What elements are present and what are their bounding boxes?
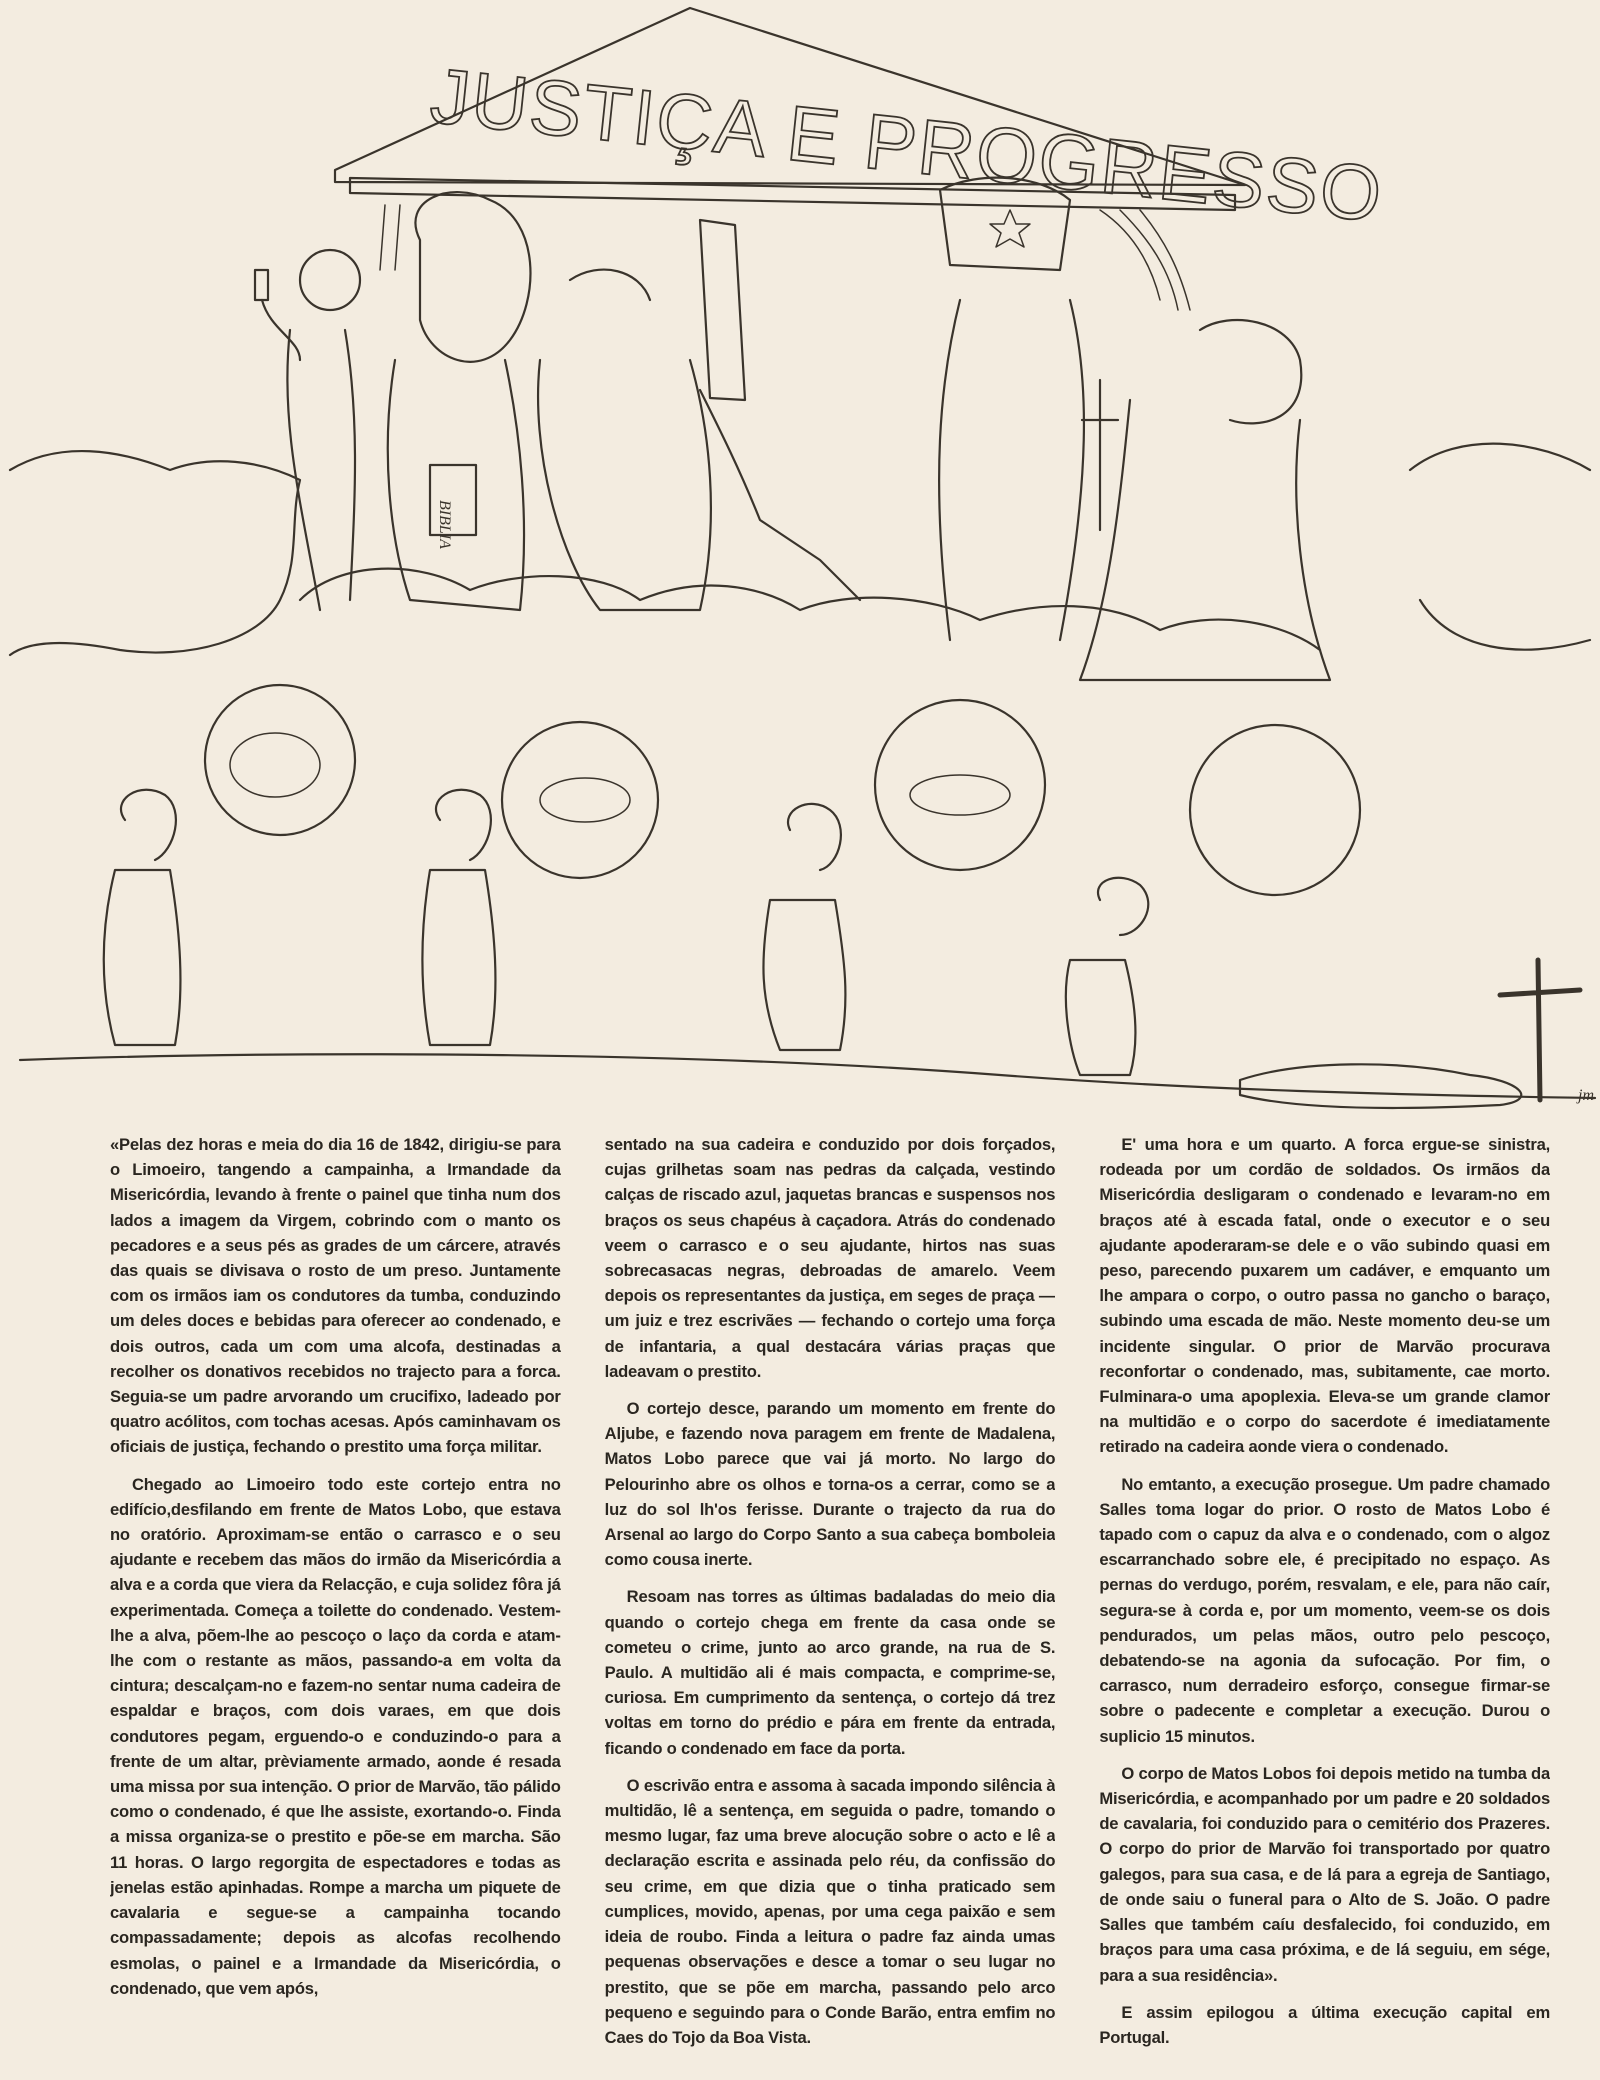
paragraph: No emtanto, a execução prosegue. Um padre chamado Salles toma logar do prior. O rosto de Matos Lobo é tapado com o capuz da alva e o condenado, com o algoz escarranchado sobre ele, é precipitado no espaço. As pernas do verdugo, porém, resvalam, e ele, para não caír, segura-se à corda e, por um momento, veem-se os dois pendurados, um pelas mãos, outro pelo pescoço, debatendo-se na agonia da sufocação. Por fim, o carrasco, num derradeiro esforço, consegue firmar-se sobre o padecente e completar a execução. Durou o suplicio 15 minutos. [1099,1474,1551,1746]
article-column-2 [605,1132,1056,2052]
paragraph: Chegado ao Limoeiro todo este cortejo entra no edifício,desfilando em frente de Matos Lobo, que estava no oratório. Aproximam-se então o carrasco e o seu ajudante e recebem das mãos do irmão da Misericórdia a alva e a corda que viera da Relacção, e cuja solidez fôra já experimentada. Começa a toilette do condenado. Vestem-lhe a alva, põem-lhe ao pescoço o laço da corda e atam-lhe com o restante as mãos, passando-a em volta da cintura; descalçam-no e fazem-no sentar numa cadeira de espaldar e braços, com dois varaes, em que dois condutores pegam, erguendo-o e conduzindo-o para a frente de um altar, prèviamente armado, aonde é resada uma missa por sua intenção. O prior de Marvão, tão pálido como o condenado, é que lhe assiste, exortando-o. Finda a missa organiza-se o prestito e põe-se em marcha. São 11 horas. O largo regorgita de espectadores e todas as jenelas estão apinhadas. Rompe a marcha um piquete de cavalaria e segue-se a campainha tocando compassadamente; depois as alcofas recolhendo esmolas, o painel e a Irmandade da Misericórdia, o condenado, que vem após, [110,1474,561,1998]
figure-soldier [939,178,1084,640]
grave-cross-icon [1500,960,1580,1100]
man-fallen [1240,1064,1521,1108]
ground-line [20,1054,1595,1098]
thought-bubble-2 [502,722,658,878]
man-walking-1 [104,790,181,1045]
man-walking-3 [763,804,845,1050]
figure-priest [1080,320,1330,680]
figure-scientist [255,250,360,610]
bible-label: BIBLIA [436,500,453,549]
artist-signature: jm [1578,1087,1594,1104]
article-column-3 [1099,1132,1550,2052]
temple-columns [380,205,1190,310]
paragraph: «Pelas dez horas e meia do dia 16 de 1842, dirigiu-se para o Limoeiro, tangendo a campainha, a Irmandade da Misericórdia, levando à frente o painel que tinha num dos lados a imagem da Virgem, cobrindo com o manto os pecadores e a seus pés as grades de um cárcere, através das quais se divisava o rosto de um preso. Juntamente com os irmãos iam os condutores da tumba, conduzindo um deles doces e bebidas para oferecer ao condenado, e dois outros, cada um com uma alcofa, destinadas a recolher os donativos recebidos no trajecto para a forca. Seguia-se um padre arvorando um crucifixo, ladeado por quatro acólitos, com tochas acesas. Após caminhavam os oficiais de justiça, fechando o prestito uma força militar. [110,1135,561,1457]
cloud-bank-middle [300,569,1320,650]
paragraph: O escrivão entra e assoma à sacada impondo silência à multidão, lê a sentença, em seguida o padre, tomando o mesmo lugar, faz uma breve alocução sobre o acto e lê a declaração escrita e assinada pelo réu, da confissão do seu crime, em que dizia que o tinha praticado sem cumplices, movido, apenas, por uma cega paixão e sem ideia de roubo. Finda a leitura o padre faz ainda umas pequenas observações e desce a tomar o seu lugar no prestito, que se põe em marcha, passando pelo arco pequeno e seguindo para o Conde Barão, entra emfim no Caes do Tojo da Boa Vista. [604,1775,1056,2047]
thought-bubble-4 [1190,725,1360,895]
paragraph: E assim epilogou a última execução capital em Portugal. [1099,2002,1551,2047]
figure-woman [388,192,531,610]
temple-pediment [335,8,1387,239]
cloud-bank-left [10,451,300,655]
man-walking-4 [1066,878,1148,1075]
cloud-bank-right [1410,444,1590,650]
pediment-inscription: JUSTIÇA E PROGRESSO [426,51,1388,239]
article-body [110,1132,1550,2052]
paragraph: Resoam nas torres as últimas badaladas do meio dia quando o cortejo chega em frente da casa onde se cometeu o crime, junto ao arco grande, na rua de S. Paulo. A multidão ali é mais compacta, e comprime-se, curiosa. Em cumprimento da sentença, o cortejo dá trez voltas em torno do prédio e pára em frente da entrada, ficando o condenado em face da porta. [604,1587,1056,1758]
paragraph: O cortejo desce, parando um momento em frente do Aljube, e fazendo nova paragem em frente de Madalena, Matos Lobo parece que vai já morto. No largo do Pelourinho abre os olhos e torna-os a cerrar, como se a luz do sol lh'os ferisse. Durante o trajecto da rua do Arsenal ao largo do Corpo Santo a sua cabeça bomboleia como cousa inerte. [604,1399,1056,1570]
man-walking-2 [423,790,496,1045]
article-column-1 [110,1132,561,2052]
paragraph: E' uma hora e um quarto. A forca ergue-se sinistra, rodeada por um cordão de soldados. Os irmãos da Misericórdia desligaram o condenado e levaram-no em braços até à escada fatal, onde o executor e o seu ajudante apoderaram-se dele e o vão subindo quasi em peso, parecendo puxarem um cadáver, e emquanto um lhe ampara o corpo, o outro passa no gancho o baraço, subindo uma escada de mão. Neste momento deu-se um incidente singular. O prior de Marvão procurava reconfortar o condenado, mas, subitamente, cae morto. Fulminara-o uma apoplexia. Eleva-se um grande clamor na multidão e o corpo do sacerdote é imediatamente retirado na cadeira aonde viera o condenado. [1099,1135,1551,1457]
thought-bubble-1 [205,685,355,835]
figure-bureaucrats [538,220,860,610]
paragraph: O corpo de Matos Lobos foi depois metido na tumba da Misericórdia, e acompanhado por um padre e 20 soldados de cavalaria, foi conduzido para o cemitério dos Prazeres. O corpo do prior de Marvão foi transportado por quatro galegos, para sua casa, e de lá para a egreja de Santiago, de onde saiu o funeral para o Alto de S. João. O padre Salles que também caíu desfalecido, foi conduzido, em braços para uma casa próxima, e de lá seguiu, em ségе, para a sua residência». [1099,1763,1551,1985]
thought-bubble-3 [875,700,1045,870]
paragraph: sentado na sua cadeira e conduzido por dois forçados, cujas grilhetas soam nas pedras da calçada, vestindo calças de riscado azul, jaquetas brancas e suspensos nos braços os seus chapéus à caçadora. Atrás do condenado veem o carrasco e o seu ajudante, hirtos nas suas sobrecasacas negras, debroadas de amarelo. Veem depois os representantes da justiça, em seges de praça — um juiz e trez escrivães — fechando o cortejo uma força de infantaria, a qual destacára várias praças que ladeavam o prestito. [604,1135,1056,1381]
thought-sequence [20,685,1595,1108]
